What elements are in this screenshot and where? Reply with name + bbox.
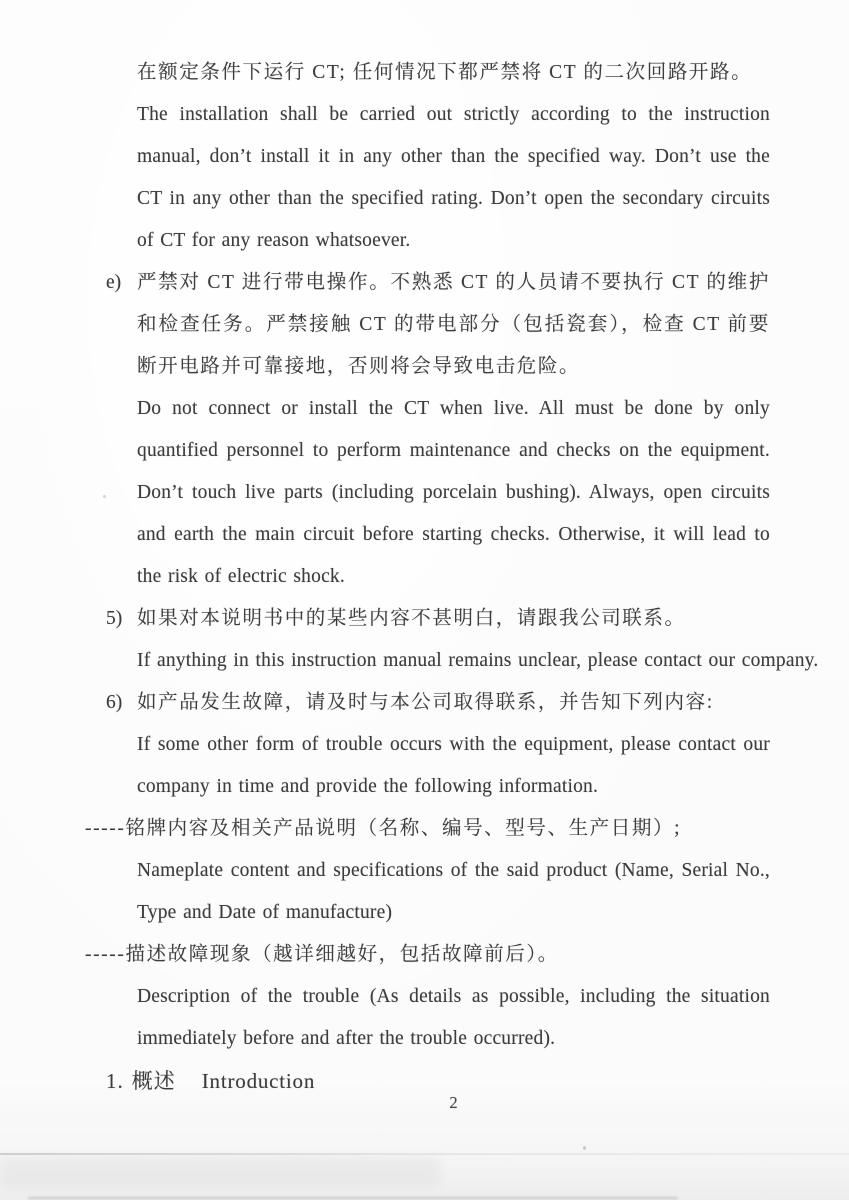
scan-speck: [583, 1146, 586, 1150]
heading-zh: 概述: [131, 1069, 176, 1093]
text-column: [85, 52, 819, 1102]
list-item-6-text: 如产品发生故障，请及时与本公司取得联系，并告知下列内容:: [137, 692, 714, 713]
list-marker-e: e): [106, 272, 122, 293]
scan-speck: [103, 495, 106, 498]
paragraph-en-nameplate: Nameplate content and specifications of the said product (Name, Serial No., Type and Date of manufacture): [137, 860, 770, 923]
list-marker-6: 6): [106, 692, 123, 713]
list-item-e-text: 严禁对 CT 进行带电操作。不熟悉 CT 的人员请不要执行 CT 的维护和检查任务。严禁接触 CT 的带电部分（包括瓷套），检查 CT 前要断开电路并可靠接地，否则将会导致电击危险。: [137, 272, 770, 377]
paragraph-en-trouble-contact: If some other form of trouble occurs with the equipment, please contact our company in time and provide the following information.: [137, 734, 770, 797]
paragraph-en-trouble-description: Description of the trouble (As details as possible, including the situation immediately before and after the trouble occurred).: [137, 986, 770, 1049]
paragraph-en-live-work: Do not connect or install the CT when live. All must be done by only quantified personnel to perform maintenance and checks on the equipment. Don’t touch live parts (including porcelain bushing). Always, open circuits and earth the main circuit before starting checks. Otherwise, it will lead to the risk of electric shock.: [137, 398, 770, 587]
paragraph-en-contact-company: If anything in this instruction manual remains unclear, please contact our company.: [137, 650, 819, 671]
page-number: 2: [449, 1093, 458, 1112]
list-item-5-text: 如果对本说明书中的某些内容不甚明白，请跟我公司联系。: [137, 608, 686, 629]
heading-en: Introduction: [201, 1069, 316, 1093]
scan-artifact-line: [0, 1153, 849, 1155]
dash-item-nameplate-zh: -----铭牌内容及相关产品说明（名称、编号、型号、生产日期）;: [85, 818, 682, 839]
heading-number: 1.: [106, 1069, 124, 1093]
list-item-6: [106, 682, 770, 724]
scan-artifact-bottom-edge: [28, 1197, 678, 1199]
list-marker-5: 5): [106, 608, 123, 629]
scan-artifact-shadow: [0, 1156, 440, 1186]
paragraph-zh-continuation: 在额定条件下运行 CT; 任何情况下都严禁将 CT 的二次回路开路。: [137, 62, 753, 83]
list-item-e: [106, 262, 770, 388]
paragraph-en-installation: The installation shall be carried out strictly according to the instruction manual, don’t install it in any other than the specified way. Don’t use the CT in any other than the specified rating. Don’t open the secondary circuits of CT for any reason whatsoever.: [137, 104, 770, 251]
list-item-5: [106, 598, 770, 640]
dash-item-trouble-zh: -----描述故障现象（越详细越好，包括故障前后）。: [85, 944, 559, 965]
